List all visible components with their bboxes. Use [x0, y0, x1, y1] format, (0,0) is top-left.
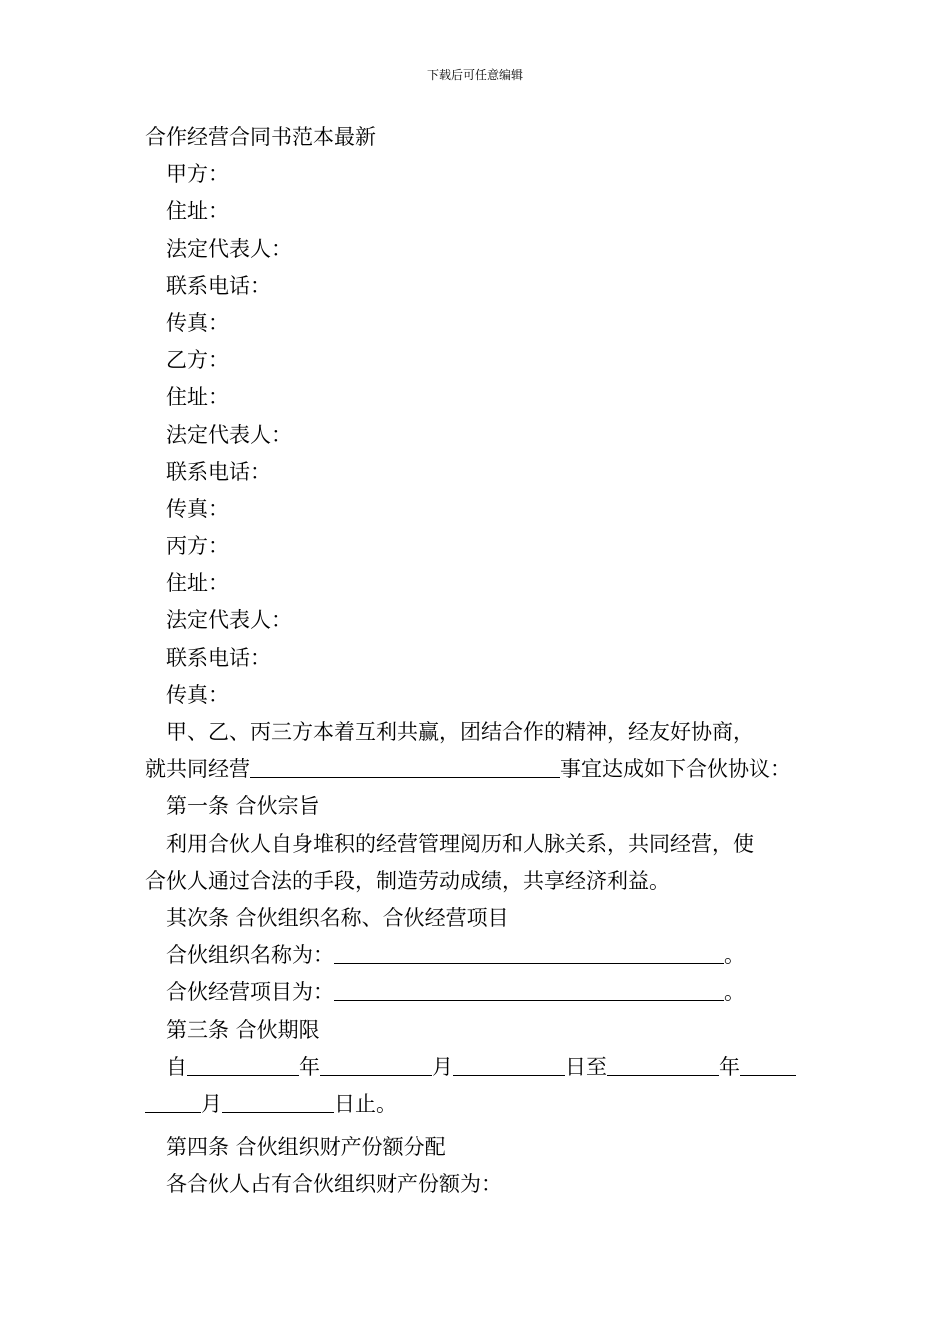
end-month-blank-part-2[interactable]: [145, 1090, 201, 1113]
end-month-blank-part-1[interactable]: [740, 1053, 796, 1076]
party-c-phone: 联系电话：: [166, 645, 271, 670]
party-a-phone: 联系电话：: [166, 273, 271, 298]
document-title: 合作经营合同书范本最新: [145, 125, 376, 149]
party-c-name: 丙方：: [166, 534, 229, 559]
period-year-2: 年: [719, 1054, 740, 1079]
period-month-2: 月: [201, 1091, 222, 1116]
party-c-rep: 法定代表人：: [166, 608, 292, 633]
period-line-2: [145, 1086, 807, 1123]
period-line-1: [145, 1049, 807, 1086]
article-1-line-1: 利用合伙人自身堆积的经营管理阅历和人脉关系，共同经营，使: [166, 831, 754, 856]
period-from: 自: [166, 1054, 187, 1079]
org-name-line: [145, 937, 807, 974]
party-c-address: 住址：: [166, 571, 229, 596]
article-1-heading: 第一条 合伙宗旨: [166, 794, 320, 819]
article-4-heading: 第四条 合伙组织财产份额分配: [166, 1135, 446, 1160]
period-day-end: 日止。: [334, 1091, 397, 1116]
party-a-fax: 传真：: [166, 310, 229, 335]
project-line: [145, 974, 807, 1011]
end-day-blank[interactable]: [222, 1090, 334, 1113]
party-a-address: 住址：: [166, 199, 229, 224]
start-day-blank[interactable]: [453, 1053, 565, 1076]
business-blank[interactable]: [250, 755, 560, 778]
period-month-1: 月: [432, 1054, 453, 1079]
article-1-line-2: 合伙人通过合法的手段，制造劳动成绩，共享经济利益。: [145, 868, 670, 893]
party-b-fax: 传真：: [166, 496, 229, 521]
intro-line-2-pre: 就共同经营: [145, 757, 250, 782]
org-name-label: 合伙组织名称为：: [166, 943, 334, 968]
article-2-heading: 其次条 合伙组织名称、合伙经营项目: [166, 905, 509, 930]
org-name-blank[interactable]: [334, 941, 724, 964]
intro-line-2-post: 事宜达成如下合伙协议：: [560, 757, 791, 782]
page-header: 下载后可任意编辑: [426, 68, 523, 82]
article-4-line-1: 各合伙人占有合伙组织财产份额为：: [166, 1172, 502, 1197]
intro-line-1: 甲、乙、丙三方本着互利共赢，团结合作的精神，经友好协商，: [166, 720, 754, 744]
contract-document: [145, 119, 807, 1203]
org-name-end: 。: [724, 943, 745, 968]
party-b-phone: 联系电话：: [166, 459, 271, 484]
party-a-rep: 法定代表人：: [166, 236, 292, 261]
start-month-blank[interactable]: [320, 1053, 432, 1076]
period-year-1: 年: [299, 1054, 320, 1079]
end-year-blank[interactable]: [607, 1053, 719, 1076]
article-3-heading: 第三条 合伙期限: [166, 1017, 320, 1042]
party-b-rep: 法定代表人：: [166, 422, 292, 447]
party-a-name: 甲方：: [166, 162, 229, 187]
period-day-to: 日至: [565, 1054, 607, 1079]
project-end: 。: [724, 980, 745, 1005]
party-c-fax: 传真：: [166, 682, 229, 707]
party-b-address: 住址：: [166, 385, 229, 410]
start-year-blank[interactable]: [187, 1053, 299, 1076]
project-blank[interactable]: [334, 978, 724, 1001]
party-b-name: 乙方：: [166, 348, 229, 373]
intro-line-2: [145, 751, 807, 788]
project-label: 合伙经营项目为：: [166, 980, 334, 1005]
